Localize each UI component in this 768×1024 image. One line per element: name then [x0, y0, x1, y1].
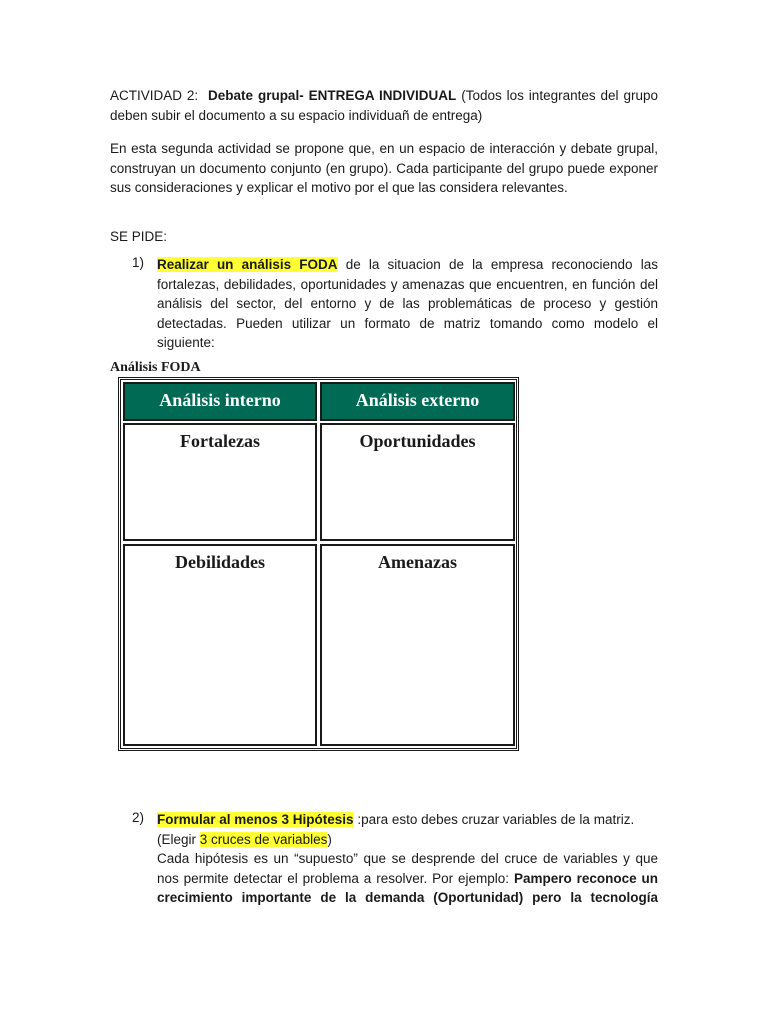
activity-prefix: ACTIVIDAD 2: [110, 88, 199, 103]
foda-weaknesses-cell: Debilidades [123, 544, 317, 746]
foda-opportunities-cell: Oportunidades [320, 423, 515, 541]
foda-header-external: Análisis externo [320, 382, 515, 421]
foda-strengths-cell: Fortalezas [123, 423, 317, 541]
list-item-2-line2-highlight: 3 cruces de variables [199, 831, 328, 847]
list-item-1-body [157, 255, 658, 353]
foda-header-internal: Análisis interno [123, 382, 317, 421]
list-item-1-text: de la situacion de la empresa reconociendo las fortalezas, debilidades, oportunidades y amenazas que encuentren, en función del análisis del sector, del entorno y de las problemáticas de proceso y gestión detectadas. Pueden utilizar un formato de matriz tomando como modelo el siguiente: [157, 257, 658, 350]
list-item-2-body [157, 810, 658, 908]
list-item-2-highlight: Formular al menos 3 Hipótesis [157, 812, 354, 827]
list-item-1-highlight: Realizar un análisis FODA [157, 257, 338, 272]
list-item-1-number: 1) [132, 255, 145, 270]
list-item-2-text: :para esto debes cruzar variables de la matriz. [353, 812, 635, 827]
list-item-2-line2-close: ) [327, 831, 332, 847]
list-item-2-para-bold: Pampero reconoce un crecimiento importante de la demanda (Oportunidad) pero la tecnología [157, 870, 659, 905]
list-item-2-line1 [157, 810, 658, 830]
list-item-2-para-text: Cada hipótesis es un “supuesto” que se desprende del cruce de variables y que nos permite detectar el problema a resolver. Por ejemplo: [157, 851, 658, 886]
list-item-2-paragraph [157, 849, 658, 908]
activity-bold-title: Debate grupal- ENTREGA INDIVIDUAL [208, 88, 457, 103]
se-pide-label: SE PIDE: [110, 229, 168, 244]
foda-threats-cell: Amenazas [320, 544, 515, 746]
activity-heading [110, 86, 658, 125]
list-item-2-number: 2) [132, 810, 145, 825]
foda-matrix [118, 377, 519, 751]
activity-rest: (Todos los integrantes del grupo deben subir el documento a su espacio individuañ de entrega) [110, 88, 658, 123]
foda-title: Análisis FODA [110, 360, 201, 375]
list-item-2-line2-open: (Elegir [157, 831, 200, 847]
intro-paragraph: En esta segunda actividad se propone que, en un espacio de interacción y debate grupal, construyan un documento conjunto (en grupo). Cada participante del grupo puede exponer sus consideraciones y explicar el motivo por el que las considera relevantes. [110, 141, 658, 195]
list-item-2-line2 [157, 830, 658, 850]
